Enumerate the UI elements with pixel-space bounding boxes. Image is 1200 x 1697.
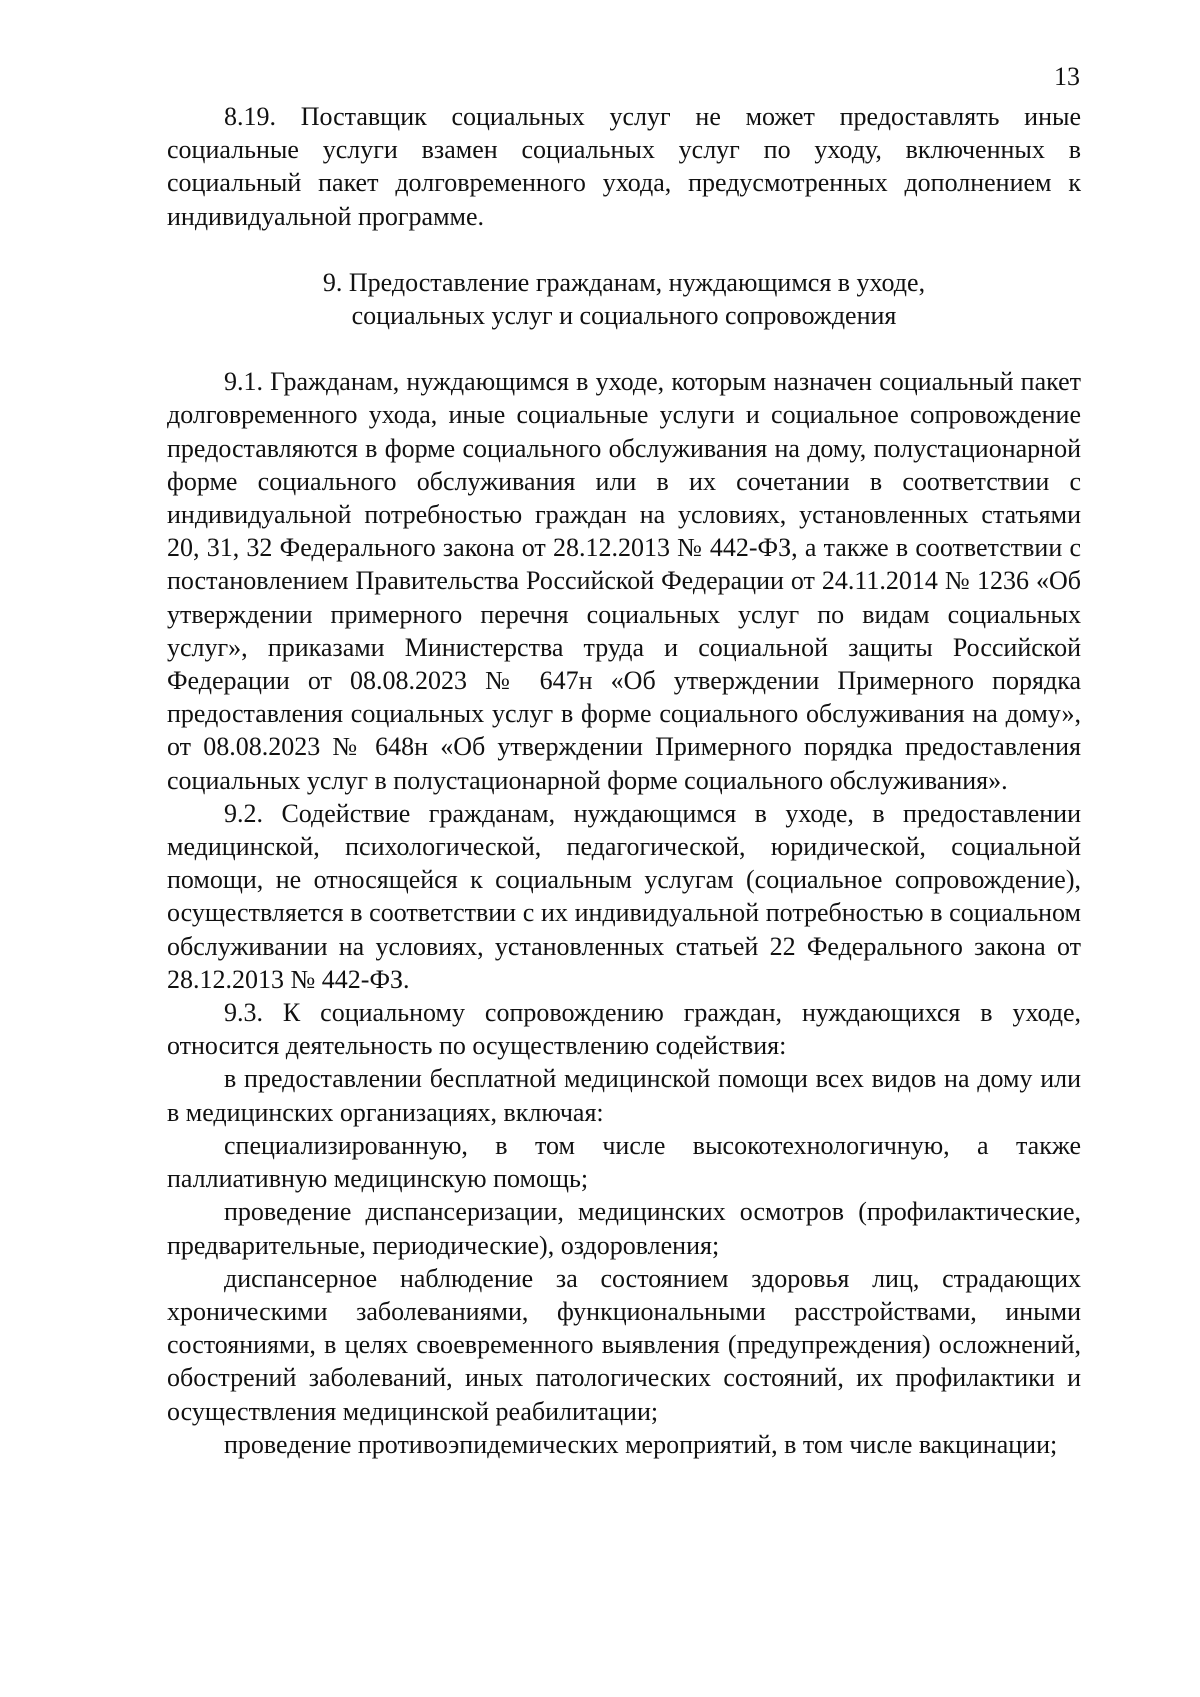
clause-9-1: 9.1. Гражданам, нуждающимся в уходе, которым назначен социальный пакет долговременного ухода, иные социальные услуги и социальное сопровождение предоставляются в форме социального обслуживания на дому, полустационарной форме социального обслуживания или в их сочетании в соответствии с индивидуальной потребностью граждан на условиях, установленных статьями 20, 31, 32 Федерального закона от 28.12.2013 № 442-ФЗ, а также в соответствии с постановлением Правительства Российской Федерации от 24.11.2014 № 1236 «Об утверждении примерного перечня социальных услуг по видам социальных услуг», приказами Министерства труда и социальной защиты Российской Федерации от 08.08.2023 № 647н «Об утверждении Примерного порядка предоставления социальных услуг в форме социального обслуживания на дому», от 08.08.2023 № 648н «Об утверждении Примерного порядка предоставления социальных услуг в полустационарной форме социального обслуживания».: [167, 367, 1081, 795]
list-item: специализированную, в том числе высокотехнологичную, а также паллиативную медицинскую помощь;: [167, 1130, 1081, 1194]
list-item: в предоставлении бесплатной медицинской помощи всех видов на дому или в медицинских организациях, включая:: [167, 1064, 1081, 1127]
clause-8-19: 8.19. Поставщик социальных услуг не может предоставлять иные социальные услуги взамен социальных услуг по уходу, включенных в социальный пакет долговременного ухода, предусмотренных дополнением к индивидуальной программе.: [167, 102, 1081, 231]
section-heading-line-2: социальных услуг и социального сопровождения: [351, 301, 897, 331]
list-item: проведение диспансеризации, медицинских осмотров (профилактические, предварительные, периодические), оздоровления;: [167, 1197, 1081, 1260]
section-heading-line-1: 9. Предоставление гражданам, нуждающимся в уходе,: [322, 267, 926, 297]
list-item: проведение противоэпидемических мероприятий, в том числе вакцинации;: [224, 1429, 1058, 1459]
assistance-list: [167, 1062, 1081, 1460]
clause-9-2: 9.2. Содействие гражданам, нуждающимся в уходе, в предоставлении медицинской, психологической, педагогической, юридической, социальной помощи, не относящейся к социальным услугам (социальное сопровождение), осуществляется в соответствии с их индивидуальной потребностью в социальном обслуживании на условиях, установленных статьей 22 Федерального закона от 28.12.2013 № 442-ФЗ.: [167, 798, 1081, 994]
clause-9-3: 9.3. К социальному сопровождению граждан, нуждающихся в уходе, относится деятельность по осуществлению содействия:: [167, 998, 1081, 1061]
page-number: 13: [1054, 62, 1080, 91]
section-heading: [167, 266, 1081, 332]
document-body: [167, 100, 1081, 1461]
list-item: диспансерное наблюдение за состоянием здоровья лиц, страдающих хроническими заболеваниями, функциональными расстройствами, иными состояниями, в целях своевременного выявления (предупреждения) осложнений, обострений заболеваний, иных патологических состояний, их профилактики и осуществления медицинской реабилитации;: [167, 1263, 1081, 1426]
